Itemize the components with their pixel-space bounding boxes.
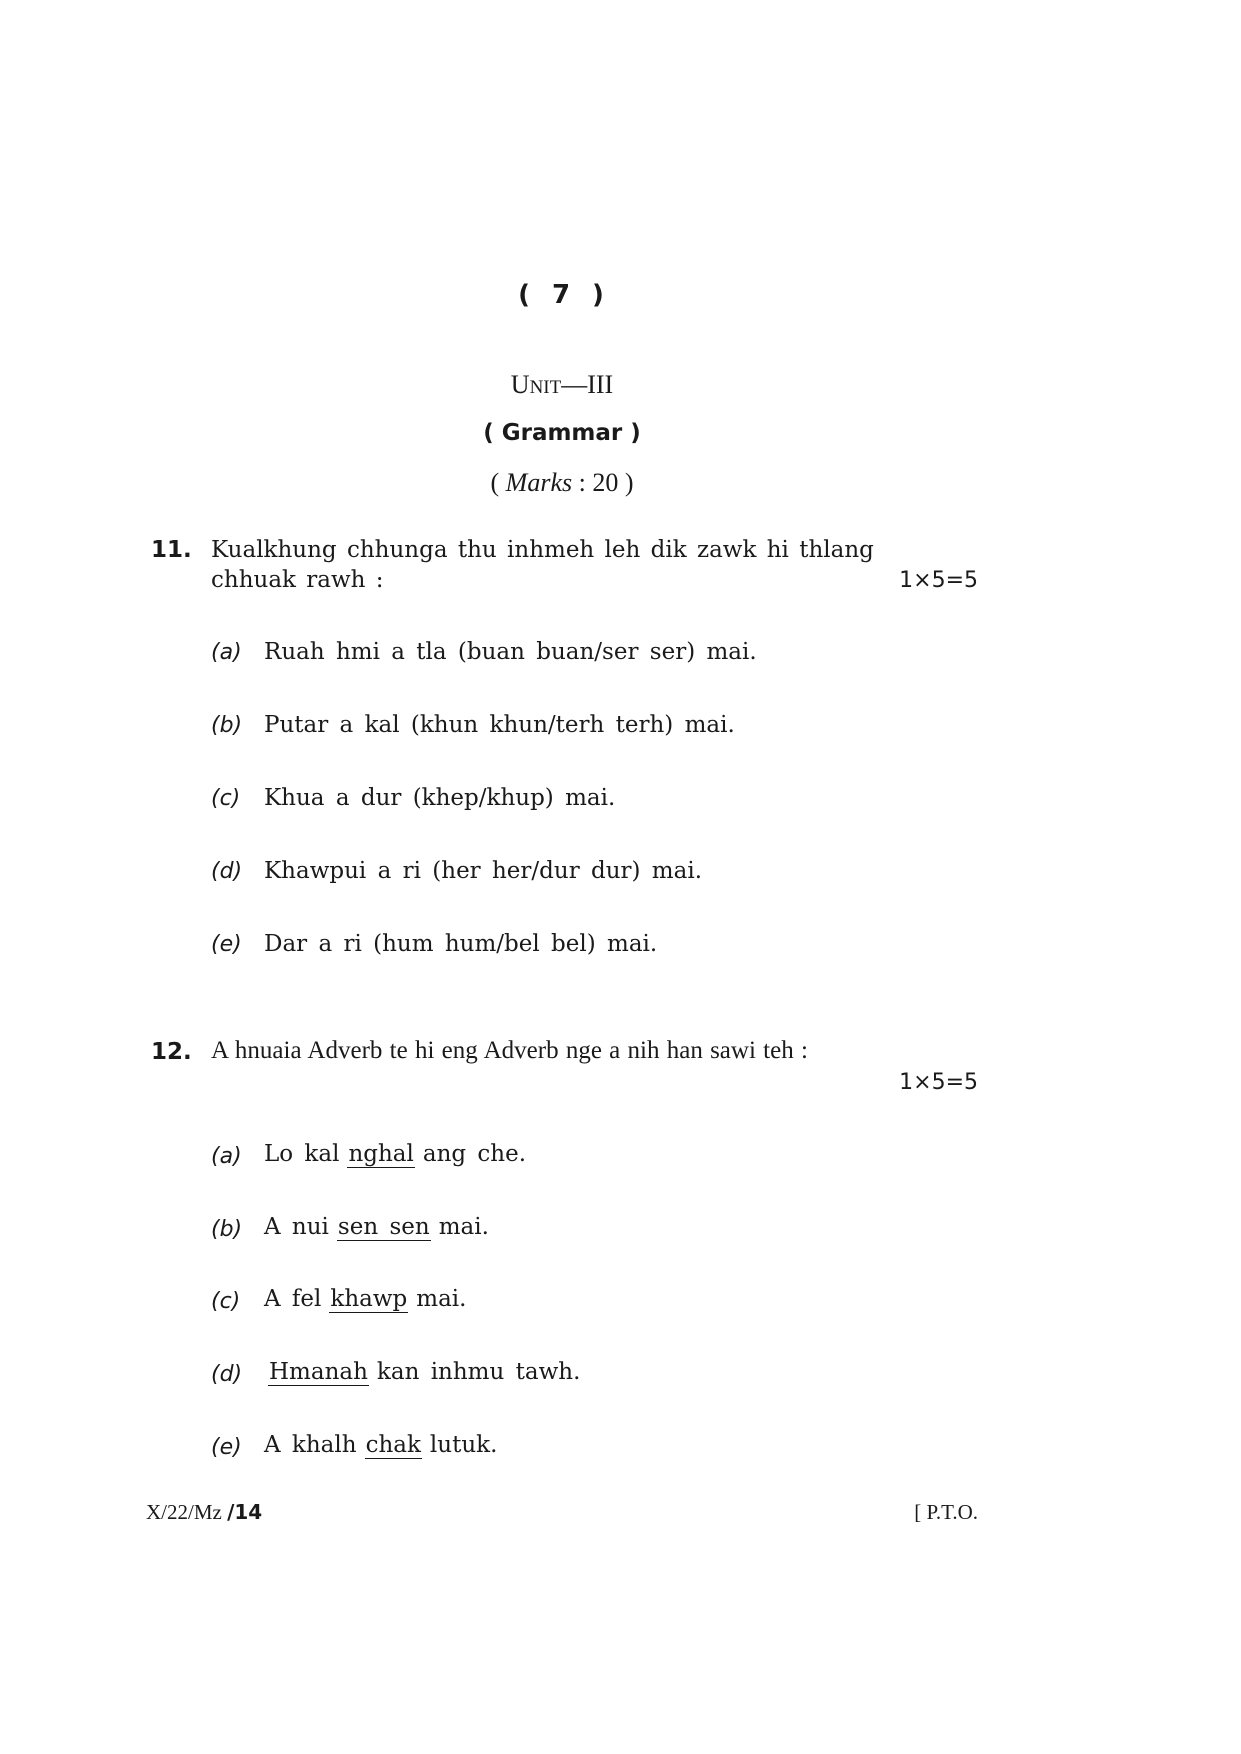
q12-option-a-before: Lo kal bbox=[264, 1141, 340, 1167]
q12-option-c-after: mai. bbox=[416, 1286, 467, 1312]
q12-option-e bbox=[264, 1432, 497, 1459]
question-11-number: 11. bbox=[151, 537, 192, 563]
q11-option-c-text: Khua a dur (khep/khup) mai. bbox=[264, 785, 616, 811]
q12-option-b-adverb: sen sen bbox=[337, 1214, 430, 1240]
q11-option-c-label: (c) bbox=[211, 786, 241, 811]
question-12-text-line1: A hnuaia Adverb te hi eng Adverb nge a nih han sawi teh : bbox=[211, 1037, 808, 1064]
q12-option-a-after: ang che. bbox=[422, 1141, 527, 1167]
page-number-value: 7 bbox=[551, 280, 573, 310]
question-12-number: 12. bbox=[151, 1039, 192, 1065]
q11-option-e-text: Dar a ri (hum hum/bel bel) mai. bbox=[264, 931, 658, 957]
q11-option-a-text: Ruah hmi a tla (buan buan/ser ser) mai. bbox=[264, 639, 757, 665]
q12-option-c-before: A fel bbox=[264, 1286, 322, 1312]
marks-value: : 20 ) bbox=[572, 468, 634, 497]
footer-code: X/22/Mz bbox=[146, 1500, 228, 1524]
q12-option-d-after: kan inhmu tawh. bbox=[376, 1359, 581, 1385]
question-11-text-line2: chhuak rawh : bbox=[211, 567, 384, 593]
q12-option-b-before: A nui bbox=[264, 1214, 329, 1240]
q12-option-c bbox=[264, 1286, 466, 1313]
q12-option-e-label: (e) bbox=[211, 1435, 242, 1460]
footer-code-bold: /14 bbox=[227, 1500, 263, 1524]
q12-option-c-adverb: khawp bbox=[330, 1286, 408, 1312]
footer-paper-code bbox=[146, 1500, 262, 1525]
section-marks bbox=[0, 468, 1124, 498]
marks-open: ( bbox=[490, 468, 506, 497]
unit-heading-number: —III bbox=[561, 370, 614, 399]
q11-option-d-text: Khawpui a ri (her her/dur dur) mai. bbox=[264, 858, 702, 884]
q12-option-b-label: (b) bbox=[211, 1217, 243, 1242]
question-11-text-line1: Kualkhung chhunga thu inhmeh leh dik zawk hi thlang bbox=[211, 537, 874, 563]
unit-heading bbox=[0, 370, 1124, 400]
section-heading: ( Grammar ) bbox=[483, 420, 641, 446]
question-11-marks: 1×5=5 bbox=[899, 568, 978, 593]
q11-option-e-label: (e) bbox=[211, 932, 242, 957]
q12-option-b bbox=[264, 1214, 489, 1241]
q12-option-d bbox=[260, 1359, 580, 1386]
footer-pto: [ P.T.O. bbox=[914, 1500, 978, 1524]
q12-option-a-label: (a) bbox=[211, 1144, 242, 1169]
q12-option-d-adverb: Hmanah bbox=[269, 1359, 368, 1385]
q12-option-e-adverb: chak bbox=[365, 1432, 421, 1458]
q12-option-a bbox=[264, 1141, 526, 1168]
unit-heading-smallcaps: NIT bbox=[529, 377, 562, 398]
page-number-close-paren: ) bbox=[592, 280, 606, 310]
q11-option-b-text: Putar a kal (khun khun/terh terh) mai. bbox=[264, 712, 735, 738]
q12-option-b-after: mai. bbox=[438, 1214, 489, 1240]
page-number-open-paren: ( bbox=[518, 280, 532, 310]
question-12-marks: 1×5=5 bbox=[899, 1070, 978, 1095]
q12-option-c-label: (c) bbox=[211, 1289, 241, 1314]
q11-option-b-label: (b) bbox=[211, 713, 243, 738]
q12-option-e-before: A khalh bbox=[264, 1432, 357, 1458]
unit-heading-initial: U bbox=[510, 370, 530, 399]
q11-option-a-label: (a) bbox=[211, 640, 242, 665]
marks-word: Marks bbox=[505, 468, 573, 497]
q12-option-a-adverb: nghal bbox=[348, 1141, 414, 1167]
q12-option-e-after: lutuk. bbox=[429, 1432, 498, 1458]
q11-option-d-label: (d) bbox=[211, 859, 243, 884]
q12-option-d-label: (d) bbox=[211, 1362, 243, 1387]
page-number bbox=[0, 280, 1124, 310]
